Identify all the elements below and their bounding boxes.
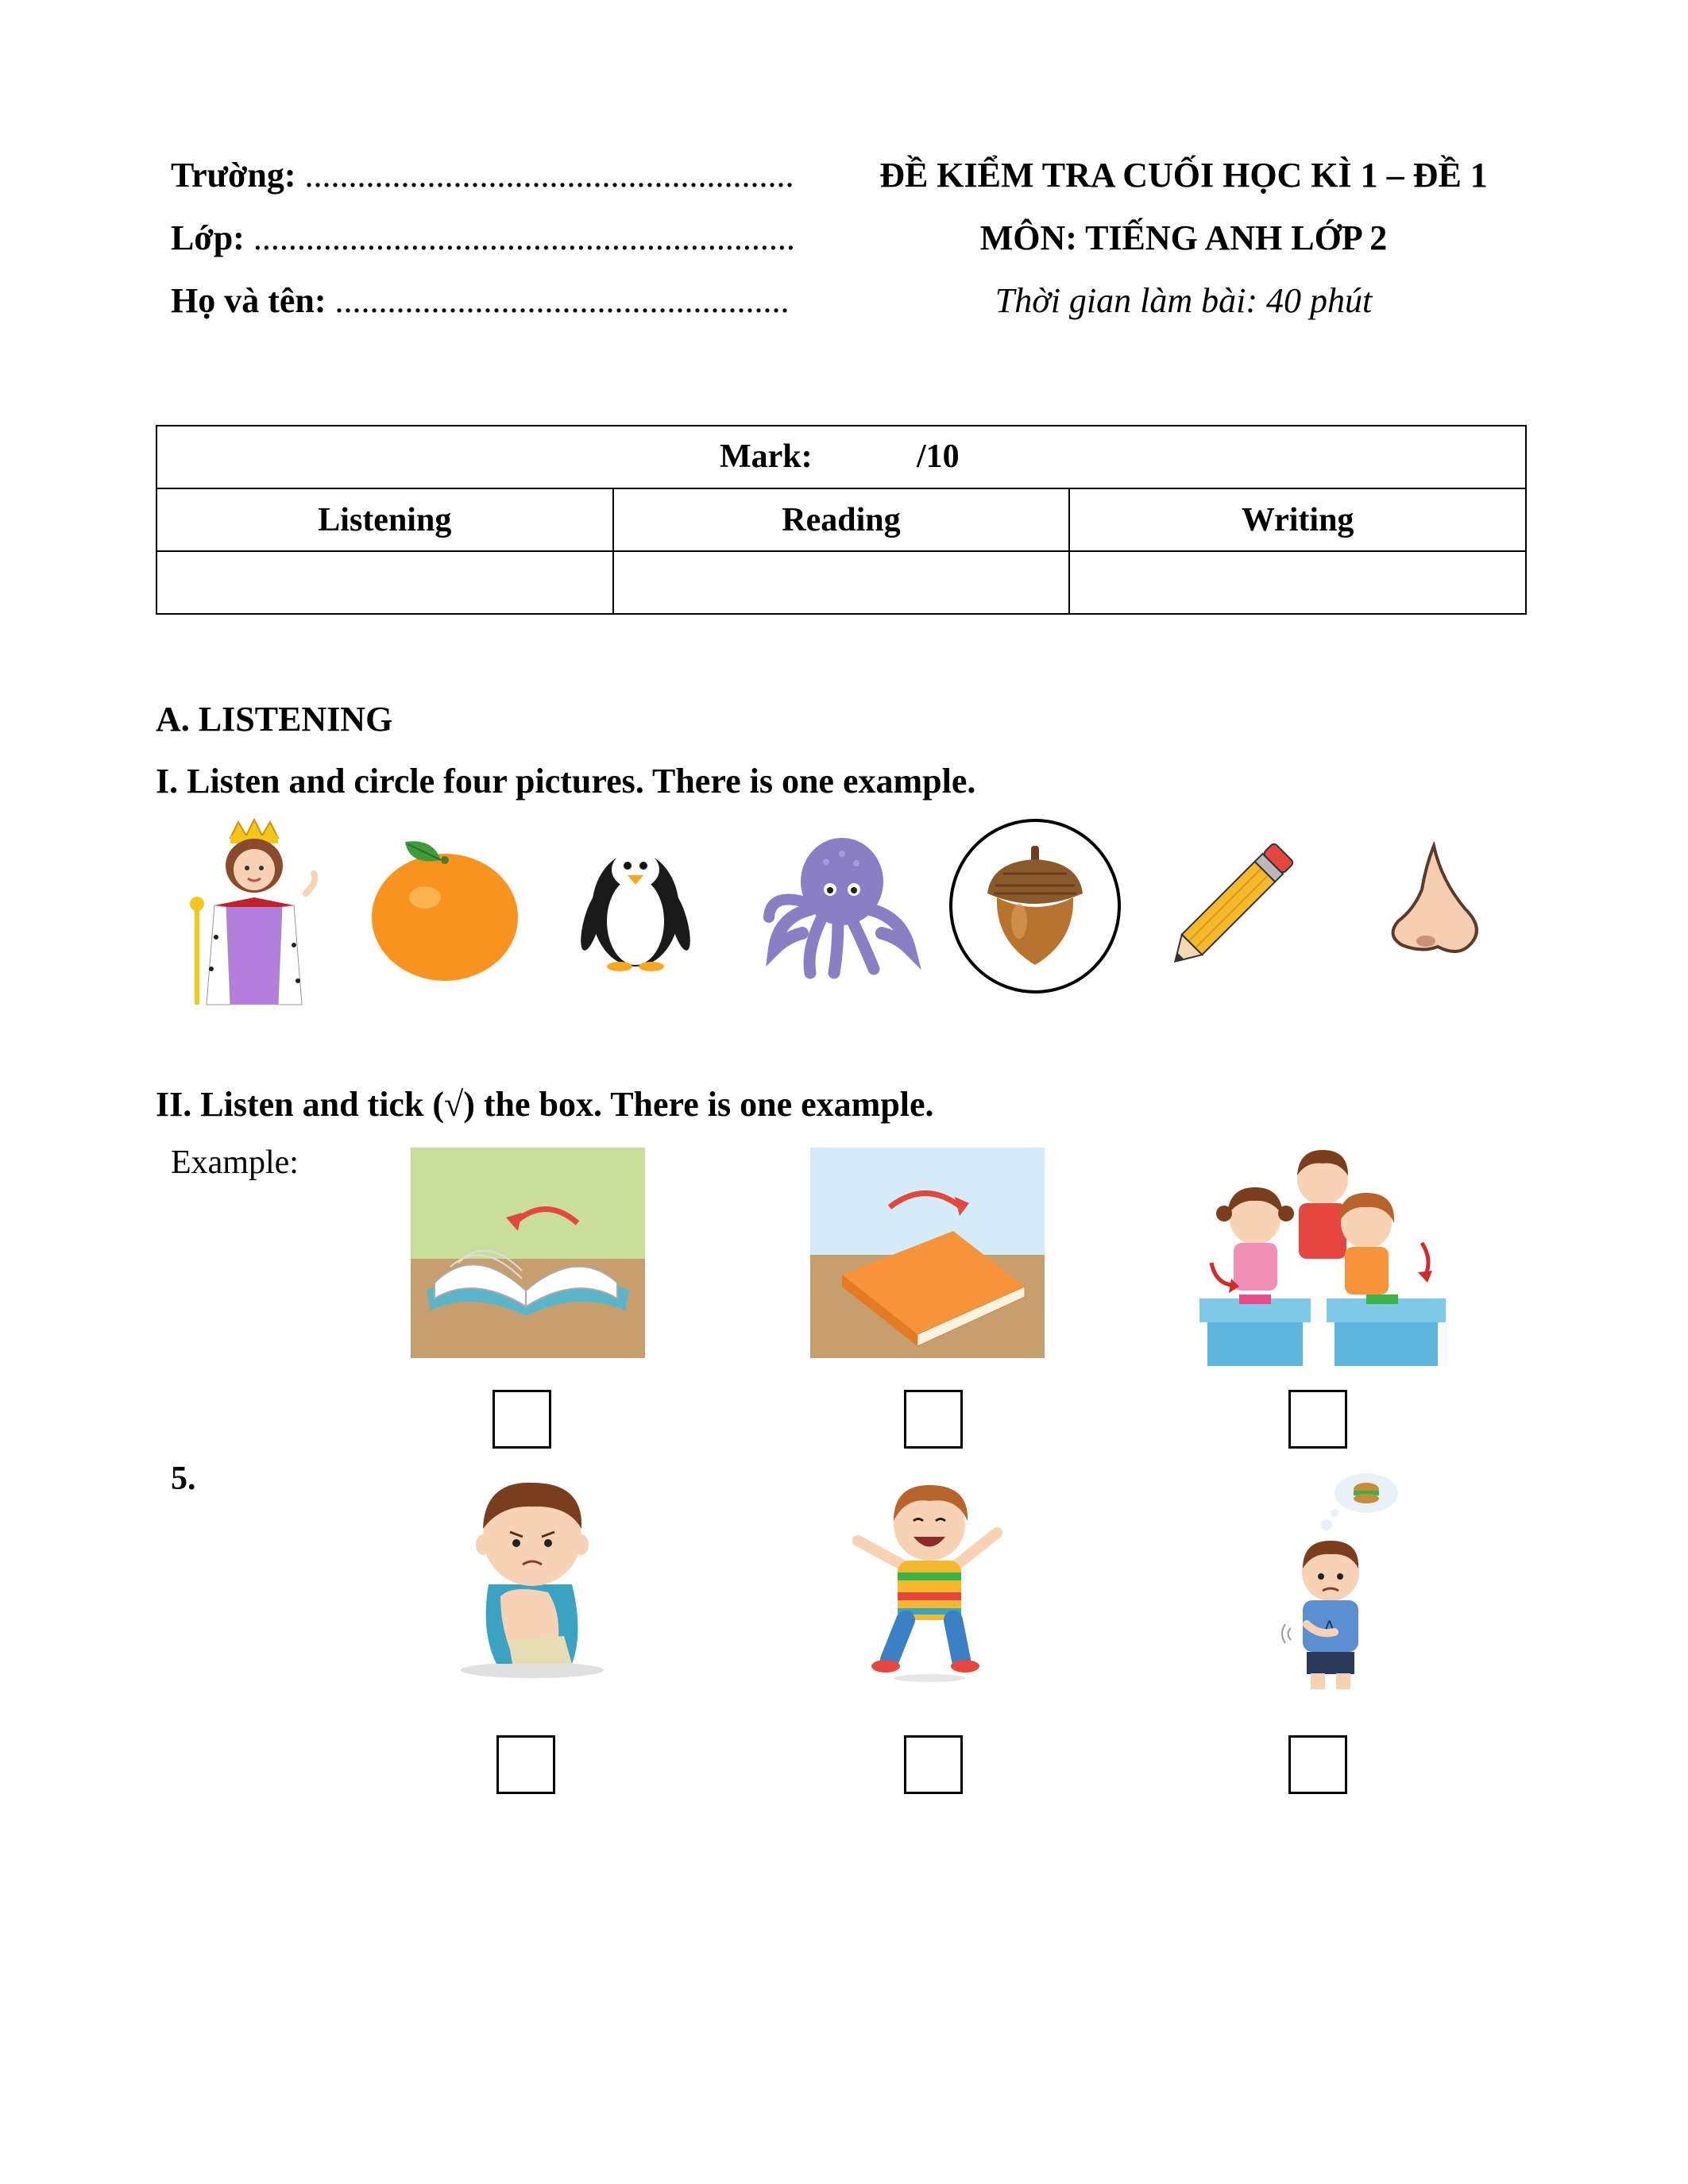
name-line	[171, 280, 790, 321]
orange-picture[interactable]	[361, 830, 520, 985]
q5-tickbox-3[interactable]	[1288, 1735, 1347, 1794]
children-desks-picture[interactable]	[1196, 1144, 1450, 1370]
class-line	[171, 218, 795, 258]
closed-book-picture[interactable]	[810, 1148, 1045, 1358]
school-blank[interactable]: ........................................................	[304, 156, 794, 195]
part2-instruction: II. Listen and tick (√) the box. There is one example.	[156, 1085, 934, 1124]
name-label: Họ và tên:	[171, 281, 326, 320]
class-label: Lớp:	[171, 218, 245, 257]
writing-header: Writing	[1069, 488, 1526, 551]
sad-boy-picture[interactable]	[453, 1473, 608, 1680]
school-label: Trường:	[171, 156, 296, 195]
nose-picture[interactable]	[1378, 842, 1489, 961]
listening-score-cell[interactable]	[156, 551, 613, 614]
example-label: Example:	[171, 1144, 299, 1181]
mark-table	[156, 425, 1527, 615]
octopus-picture[interactable]	[763, 830, 921, 981]
section-a-title: A. LISTENING	[156, 700, 393, 739]
example-tickbox-1[interactable]	[492, 1390, 551, 1449]
school-line	[171, 155, 794, 195]
name-blank[interactable]: ....................................................	[334, 281, 790, 320]
mark-total: /10	[917, 438, 960, 475]
mark-label: Mark:	[720, 438, 813, 475]
reading-header: Reading	[613, 488, 1070, 551]
hungry-boy-picture[interactable]	[1271, 1465, 1414, 1692]
writing-score-cell[interactable]	[1069, 551, 1526, 614]
queen-picture[interactable]	[183, 818, 326, 1009]
pencil-picture[interactable]	[1152, 826, 1311, 985]
svg-text:A: A	[1323, 1619, 1336, 1638]
example-tickbox-2[interactable]	[904, 1390, 963, 1449]
part1-instruction: I. Listen and circle four pictures. There is one example.	[156, 762, 976, 801]
exam-title: ĐỀ KIỂM TRA CUỐI HỌC KÌ 1 – ĐỀ 1	[879, 156, 1488, 195]
mark-row	[156, 426, 1526, 488]
question-5-number: 5.	[171, 1461, 196, 1497]
open-book-picture[interactable]	[411, 1148, 645, 1358]
q5-tickbox-1[interactable]	[496, 1735, 555, 1794]
subject-title: MÔN: TIẾNG ANH LỚP 2	[979, 218, 1388, 257]
q5-tickbox-2[interactable]	[904, 1735, 963, 1794]
example-tickbox-3[interactable]	[1288, 1390, 1347, 1449]
reading-score-cell[interactable]	[613, 551, 1070, 614]
happy-boy-picture[interactable]	[834, 1473, 1025, 1684]
penguin-picture[interactable]	[580, 834, 691, 973]
class-blank[interactable]: ..............................................................	[253, 218, 795, 257]
exam-time: Thời gian làm bài: 40 phút	[995, 281, 1373, 320]
acorn-picture[interactable]	[948, 818, 1122, 994]
listening-header: Listening	[156, 488, 613, 551]
